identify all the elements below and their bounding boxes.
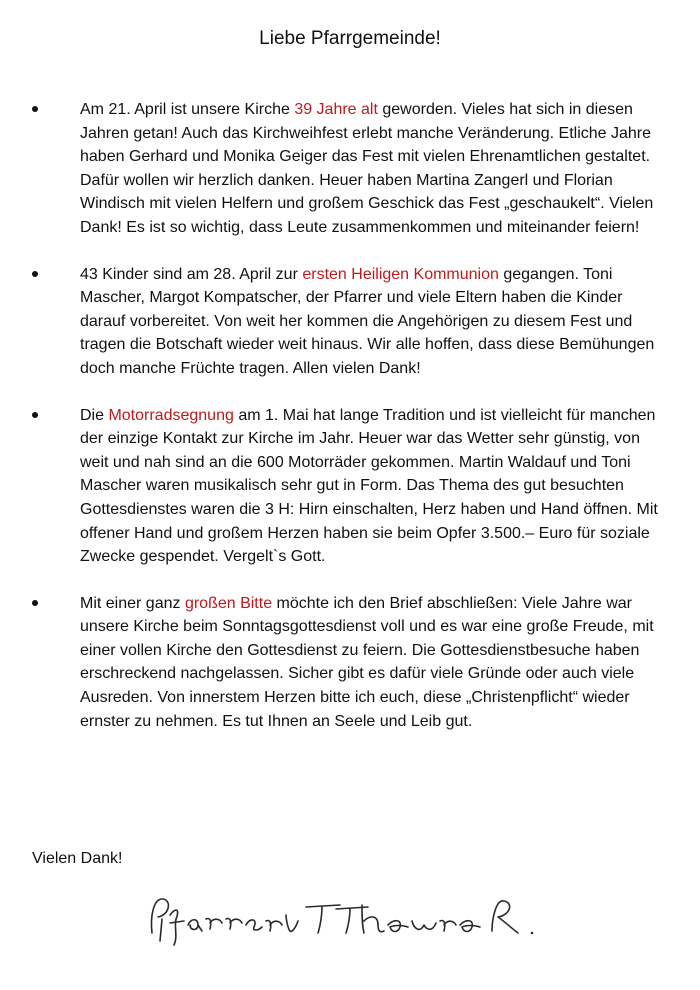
letter-title: Liebe Pfarrgemeinde! <box>259 28 441 49</box>
paragraph-text: Die Motorradsegnung am 1. Mai hat lange Tradition und ist vielleicht für manchen der einzige Kontakt zur Kirche im Jahr. Heuer war das Wetter sehr günstig, von weit und nah sind an die 600 Motorräder gekommen. Martin Waldauf und Toni Mascher waren musikalisch sehr gut in Form. Das Thema des gut besuchten Gottesdienstes waren die 3 H: Hirn einschalten, Herz haben und Hand öffnen. Mit offener Hand und großem Herzen haben sie beim Opfer 3.500.– Euro für soziale Zwecke gespendet. Vergelt`s Gott. <box>80 406 658 566</box>
paragraph-text: Am 21. April ist unsere Kirche 39 Jahre alt geworden. Vieles hat sich in diesen Jahren getan! Auch das Kirchweihfest erlebt manche Veränderung. Etliche Jahre haben Gerhard und Monika Geiger das Fest mit vielen Ehrenamtlichen gestaltet. Dafür wollen wir herzlich danken. Heuer haben Martina Zangerl und Florian Windisch mit vielen Helfern und großem Geschick das Fest „geschaukelt“. Vielen Dank! Es ist so wichtig, dass Leute zusammenkommen und miteinander feiern! <box>80 101 654 236</box>
signature-icon <box>140 885 540 955</box>
highlight-text: großen Bitte <box>184 594 273 612</box>
bullet-item-2 <box>0 263 700 381</box>
bullet-dot-icon <box>32 271 38 277</box>
bullet-dot-icon <box>32 106 38 112</box>
bullet-item-1 <box>0 98 700 240</box>
highlight-text: ersten Heiligen Kommunion <box>302 265 499 283</box>
highlight-text: 39 Jahre alt <box>294 101 378 118</box>
closing-line: Vielen Dank! <box>32 850 123 867</box>
bullet-dot-icon <box>32 412 38 418</box>
bullet-item-4 <box>0 592 700 734</box>
bullet-dot-icon <box>32 600 38 606</box>
paragraph-text: Mit einer ganz großen Bitte möchte ich den Brief abschließen: Viele Jahre war unsere Kirche beim Sonntagsgottesdienst voll und es war eine große Freude, mit einer vollen Kirche den Gottesdienst zu feiern. Die Gottesdienstbesuche haben erschreckend nachgelassen. Sicher gibt es dafür viele Gründe oder auch viele Ausreden. Von innerstem Herzen bitte ich euch, diese „Christenpflicht“ wieder ernster zu nehmen. Es tut Ihnen an Seele und Leib gut. <box>80 594 654 730</box>
bullet-item-3 <box>0 404 700 569</box>
bullet-list <box>0 98 700 756</box>
paragraph-text: 43 Kinder sind am 28. April zur ersten Heiligen Kommunion gegangen. Toni Mascher, Margot Kompatscher, der Pfarrer und viele Eltern haben die Kinder darauf vorbereitet. Von weit her kommen die Angehörigen zu diesem Fest und tragen die Botschaft wieder weit hinaus. Wir alle hoffen, dass diese Bemühungen doch manche Früchte tragen. Allen vielen Dank! <box>80 265 655 377</box>
highlight-text: Motorradsegnung <box>108 406 234 424</box>
